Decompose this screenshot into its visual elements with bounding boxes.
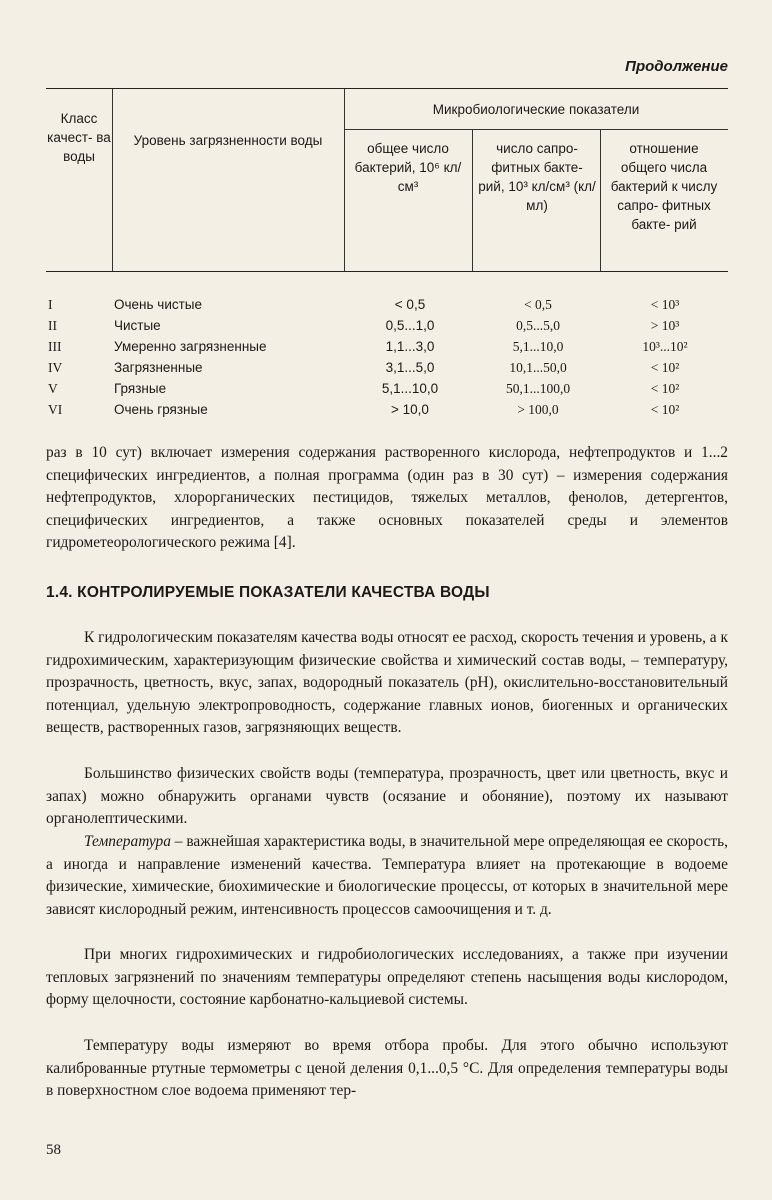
cell-ratio: < 10² [650,360,680,375]
cell-total: 0,5...1,0 [385,318,435,333]
header-class: Класс качест- ва воды [47,111,111,164]
cell-sapro: < 0,5 [524,297,552,312]
page-number: 58 [46,1142,61,1158]
cell-total: < 0,5 [394,297,426,312]
section-heading: 1.4. КОНТРОЛИРУЕМЫЕ ПОКАЗАТЕЛИ КАЧЕСТВА ВОДЫ [46,584,490,601]
header-microbiology: Микробиологические показатели [432,102,640,117]
cell-ratio: < 10² [650,381,680,396]
paragraph-5: Температуру воды измеряют во время отбора пробы. Для этого обычно используют калиброванные ртутные термометры с ценой деления 0,1...0,5 °С. Для определения температуры воды в поверхностном слое водоема применяют тер- [46,1037,728,1100]
col-divider [112,89,113,271]
continuation-label: Продолжение [625,58,728,75]
cell-total: 3,1...5,0 [385,360,435,375]
cell-sapro: 0,5...5,0 [516,318,560,333]
cell-level: Грязные [114,381,167,396]
cell-ratio: 10³...10² [642,339,688,354]
cell-level: Умеренно загрязненные [114,339,267,354]
cell-sapro: > 100,0 [517,402,559,417]
cell-sapro: 5,1...10,0 [512,339,564,354]
table-row [46,357,728,378]
table-row [46,336,728,357]
table-row [46,378,728,399]
cell-ratio: < 10² [650,402,680,417]
header-level: Уровень загрязненности воды [133,133,323,148]
cell-level: Очень грязные [114,402,208,417]
cell-class: III [48,339,62,354]
cell-level: Загрязненные [114,360,203,375]
paragraph-1: К гидрологическим показателям качества воды относят ее расход, скорость течения и уровень, а к гидрохимическим, характеризующим физические свойства и химический состав воды, – температуру, прозрачность, цветность, вкус, запах, водородный показатель (pH), окислительно-восстановительный потенциал, удельную электропроводность, содержание главных ионов, биогенных и органических веществ, растворенных газов, загрязняющих веществ. [46,629,728,737]
cell-ratio: > 10³ [650,318,680,333]
paragraph-2: Большинство физических свойств воды (температура, прозрачность, цвет или цветность, вкус и запах) можно обнаружить органами чувств (осязание и обоняние), поэтому их называют органолептическими. [46,765,728,828]
cell-class: VI [48,402,63,417]
table-row [46,315,728,336]
paragraph-continued: раз в 10 сут) включает измерения содержания растворенного кислорода, нефтепродуктов и 1...2 специфических ингредиентов, а полная программа (один раз в 30 сут) – измерения содержания нефтепродуктов, хлорорганических пестицидов, тяжелых металлов, фенолов, детергентов, специфических ингредиентов, а также основных показателей среды и элементов гидрометеорологического режима [4]. [46,444,728,552]
table-row [46,399,728,420]
cell-class: II [48,318,57,333]
col-divider [472,129,473,271]
paragraph-3-text: – важнейшая характеристика воды, в значительной мере определяющая ее скорость, а иногда и направление изменений качества. Температура влияет на протекающие в водоеме физические, химические, биохимические и биологические процессы, от которых в значительной мере зависят кислородный режим, интенсивность процессов самоочищения и т. д. [46,833,728,918]
group-divider [344,129,728,130]
cell-level: Чистые [114,318,161,333]
header-saprophytic: число сапро- фитных бакте- рий, 10³ кл/см³ (кл/мл) [478,141,596,213]
cell-class: V [48,381,58,396]
col-divider [600,129,601,271]
paragraph-4: При многих гидрохимических и гидробиологических исследованиях, а также при изучении тепловых загрязнений по значениям температуры определяют степень насыщения воды кислородом, форму щелочности, состояние карбонатно-кальциевой системы. [46,946,728,1009]
cell-class: IV [48,360,63,375]
header-total-bacteria: общее число бактерий, 10⁶ кл/см³ [354,141,462,194]
cell-total: 1,1...3,0 [385,339,435,354]
cell-level: Очень чистые [114,297,203,312]
cell-total: > 10,0 [391,402,429,417]
table-row [46,294,728,315]
cell-sapro: 50,1...100,0 [505,381,571,396]
cell-ratio: < 10³ [650,297,680,312]
cell-total: 5,1...10,0 [381,381,439,396]
term-temperature: Температура [84,833,171,850]
cell-class: I [48,297,53,312]
header-ratio: отношение общего числа бактерий к числу сапро- фитных бакте- рий [610,141,718,232]
paragraph-3 [46,831,728,921]
cell-sapro: 10,1...50,0 [509,360,567,375]
table-header [46,88,728,272]
